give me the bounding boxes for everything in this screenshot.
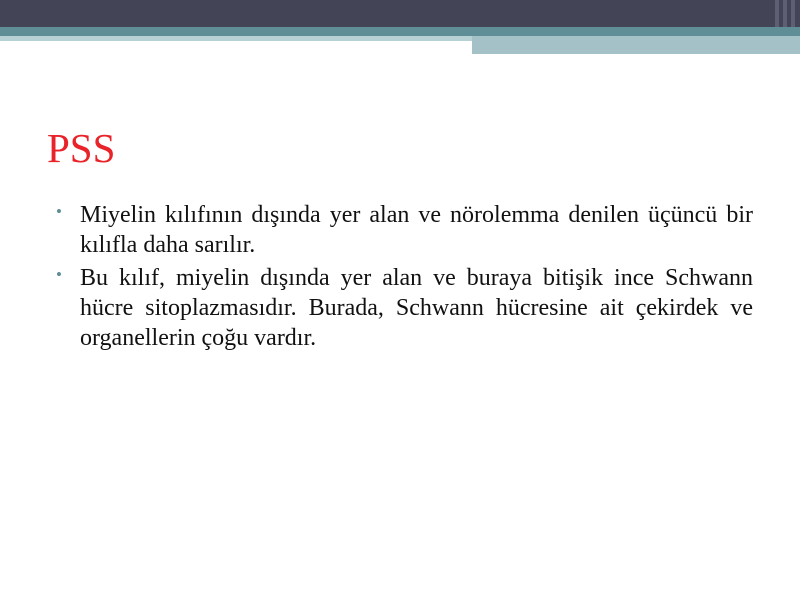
bullet-dot-icon: • <box>56 265 62 284</box>
bullet-text: Miyelin kılıfının dışında yer alan ve nörolemma denilen üçüncü bir kılıfla daha sarılır. <box>80 202 753 258</box>
bullet-list <box>56 200 753 356</box>
bullet-item <box>56 200 753 260</box>
bullet-text: Bu kılıf, miyelin dışında yer alan ve buraya bitişik ince Schwann hücre sitoplazmasıdır. Burada, Schwann hücresine ait çekirdek ve organellerin çoğu vardır. <box>80 265 753 351</box>
header-band-teal <box>0 27 800 36</box>
header-stripe <box>791 0 795 27</box>
header-band-dark <box>0 0 800 27</box>
header-band-light-left <box>0 36 472 41</box>
bullet-dot-icon: • <box>56 202 62 221</box>
header-band-light-right <box>472 36 800 54</box>
bullet-item <box>56 263 753 353</box>
slide-title: PSS <box>47 125 116 171</box>
header-stripe <box>783 0 787 27</box>
header-stripe <box>775 0 779 27</box>
